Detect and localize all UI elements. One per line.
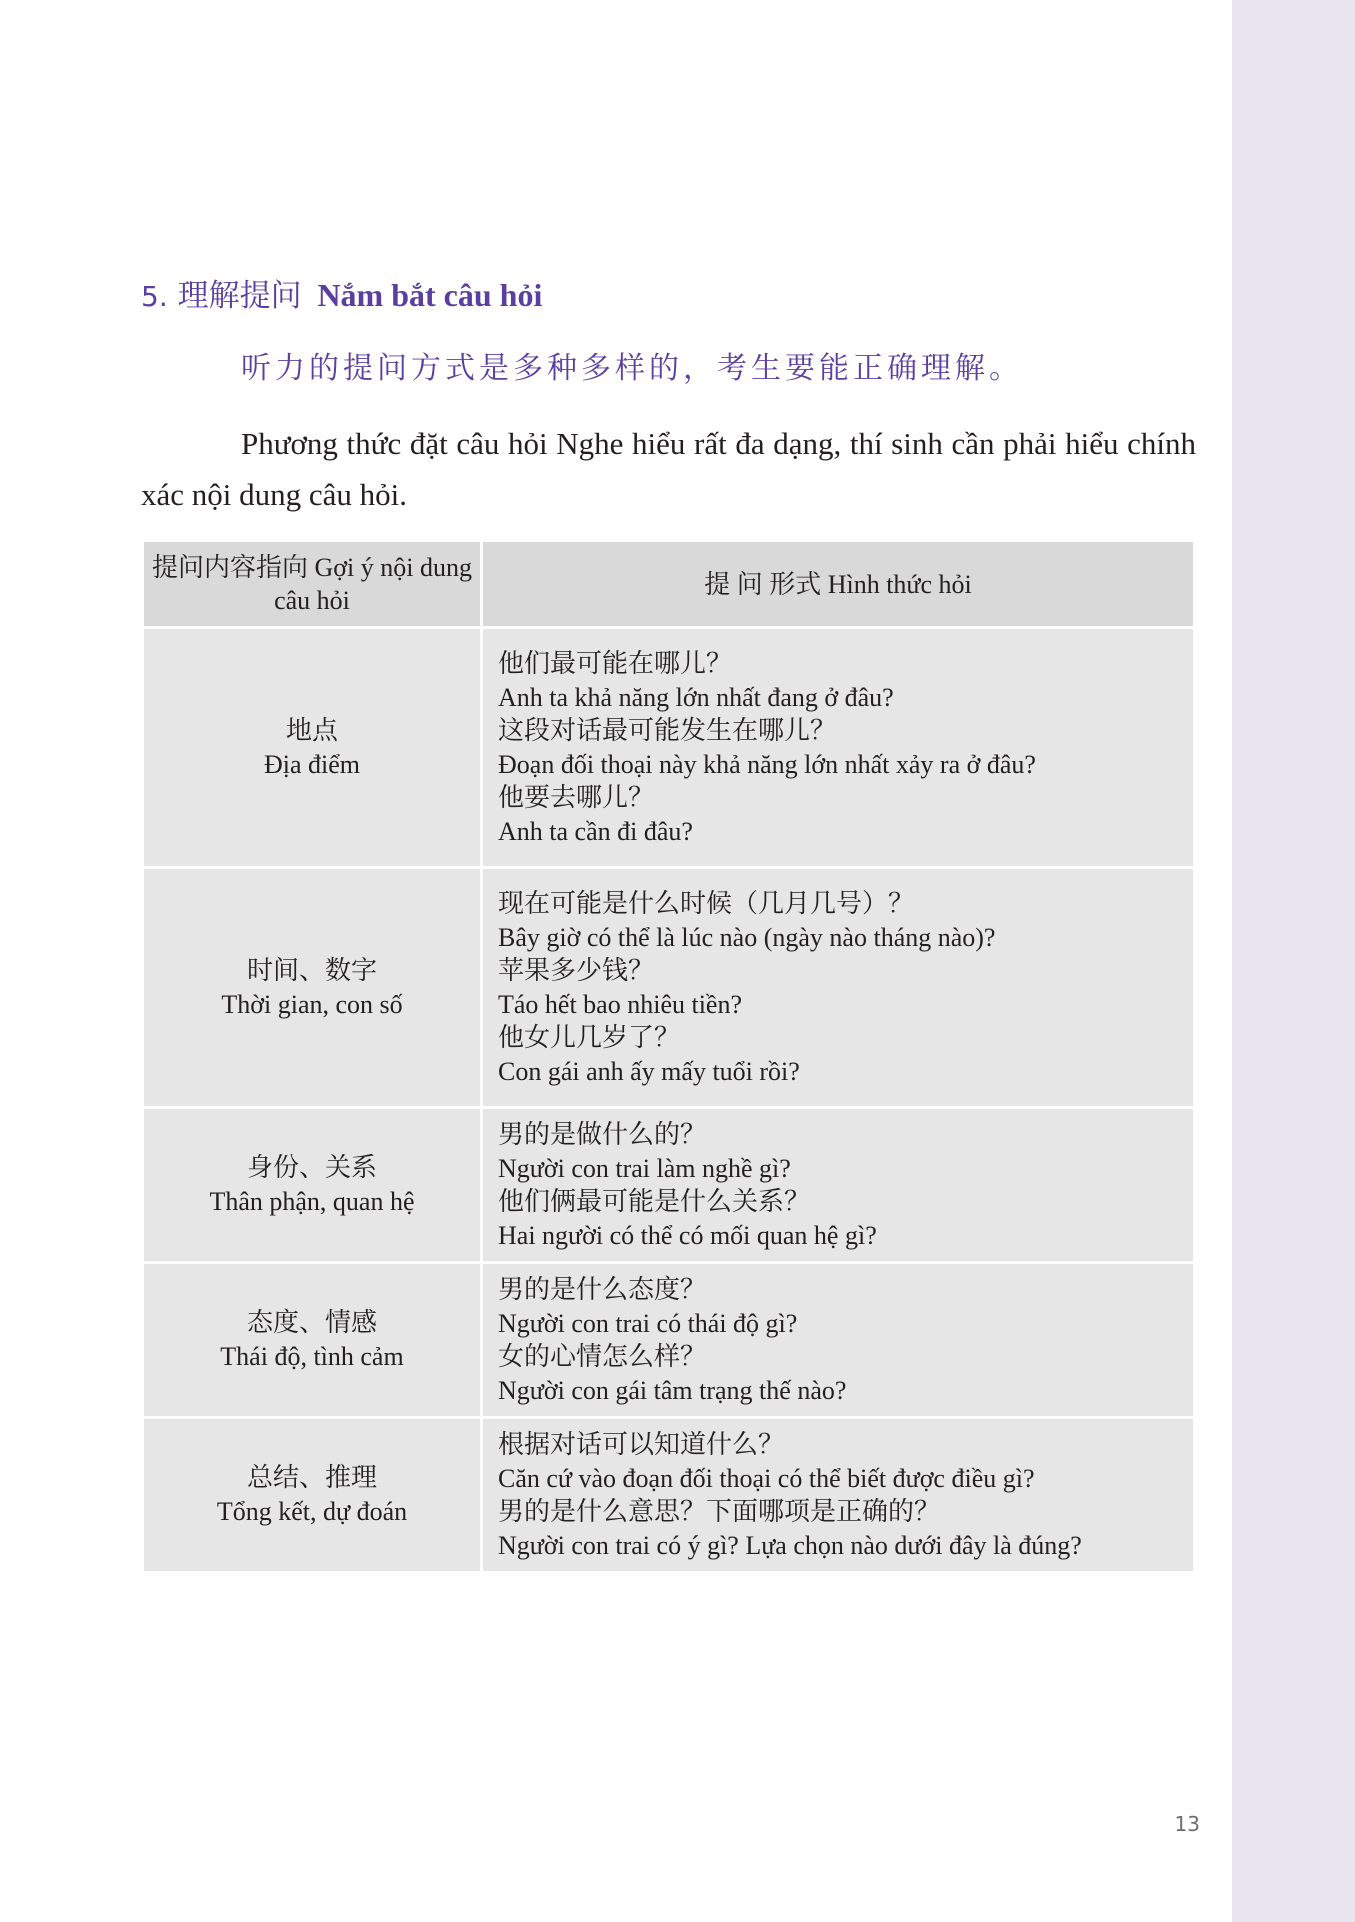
question-line: Bây giờ có thể là lúc nào (ngày nào tháng nào)? xyxy=(498,922,996,952)
category-zh: 身份、关系 xyxy=(246,1153,377,1182)
question-types-table xyxy=(141,539,1196,1574)
category-vi: Thái độ, tình cảm xyxy=(220,1342,404,1371)
question-line: 根据对话可以知道什么？ xyxy=(498,1430,785,1459)
header-col2-zh: 提 问 形式 xyxy=(704,569,822,599)
side-margin-band xyxy=(1232,0,1355,1922)
question-line: 他要去哪儿？ xyxy=(498,783,655,812)
header-col1-vi: Gợi ý nội dung câu hỏi xyxy=(274,553,472,615)
question-line: Người con trai có thái độ gì? xyxy=(498,1308,798,1338)
table-row xyxy=(143,1263,1195,1418)
header-cell-form xyxy=(482,541,1195,628)
category-zh: 地点 xyxy=(285,715,338,745)
questions-cell xyxy=(482,1263,1195,1418)
question-line: Người con trai có ý gì? Lựa chọn nào dưới đây là đúng? xyxy=(498,1530,1082,1560)
category-vi: Thời gian, con số xyxy=(221,989,403,1019)
question-line: Anh ta khả năng lớn nhất đang ở đâu? xyxy=(498,682,894,712)
question-line: Táo hết bao nhiêu tiền? xyxy=(498,989,743,1019)
category-zh: 态度、情感 xyxy=(246,1308,377,1337)
category-vi: Tổng kết, dự đoán xyxy=(216,1497,408,1526)
question-line: 女的心情怎么样？ xyxy=(498,1342,707,1371)
section-title-vi: Nắm bắt câu hỏi xyxy=(317,277,543,313)
page-number: 13 xyxy=(1174,1812,1200,1836)
questions-cell xyxy=(482,628,1195,868)
question-line: 苹果多少钱？ xyxy=(498,956,655,985)
table-row xyxy=(143,1418,1195,1573)
intro-vi: Phương thức đặt câu hỏi Nghe hiểu rất đa dạng, thí sinh cần phải hiểu chính xác nội dung câu hỏi. xyxy=(141,426,1196,512)
question-line: 这段对话最可能发生在哪儿？ xyxy=(498,716,837,745)
questions-cell xyxy=(482,1418,1195,1573)
question-line: 现在可能是什么时候（几月几号）？ xyxy=(498,889,915,918)
section-heading xyxy=(141,272,1191,320)
question-line: Người con gái tâm trạng thế nào? xyxy=(498,1375,847,1405)
category-zh: 总结、推理 xyxy=(246,1463,377,1492)
table-row xyxy=(143,628,1195,868)
questions-cell xyxy=(482,1108,1195,1263)
table-row xyxy=(143,1108,1195,1263)
question-line: Người con trai làm nghề gì? xyxy=(498,1153,791,1183)
category-cell xyxy=(143,1263,482,1418)
category-zh: 时间、数字 xyxy=(246,955,377,985)
category-vi: Địa điểm xyxy=(263,749,361,779)
question-line: Con gái anh ấy mấy tuổi rồi? xyxy=(498,1056,800,1086)
section-number: 5. xyxy=(141,280,168,313)
header-col1-zh: 提问内容指向 xyxy=(152,553,309,582)
questions-cell xyxy=(482,868,1195,1108)
section-title-zh: 理解提问 xyxy=(177,278,302,314)
question-line: Anh ta cần đi đâu? xyxy=(498,816,693,846)
question-line: 他们最可能在哪儿？ xyxy=(498,649,733,678)
question-line: Đoạn đối thoại này khả năng lớn nhất xảy ra ở đâu? xyxy=(498,749,1036,779)
header-col2-vi: Hình thức hỏi xyxy=(827,569,972,599)
question-line: 他女儿几岁了？ xyxy=(498,1023,681,1052)
header-cell-content xyxy=(143,541,482,628)
category-cell xyxy=(143,1418,482,1573)
question-line: Hai người có thể có mối quan hệ gì? xyxy=(498,1220,877,1250)
question-line: 男的是什么意思？下面哪项是正确的？ xyxy=(498,1497,941,1526)
question-line: 男的是什么态度？ xyxy=(498,1275,707,1304)
category-cell xyxy=(143,868,482,1108)
question-line: 男的是做什么的？ xyxy=(498,1120,707,1149)
category-vi: Thân phận, quan hệ xyxy=(209,1187,415,1216)
table-row xyxy=(143,868,1195,1108)
category-cell xyxy=(143,1108,482,1263)
intro-zh: 听力的提问方式是多种多样的，考生要能正确理解。 xyxy=(241,351,1023,386)
question-line: Căn cứ vào đoạn đối thoại có thể biết được điều gì? xyxy=(498,1463,1035,1493)
question-line: 他们俩最可能是什么关系？ xyxy=(498,1187,811,1216)
table-header-row xyxy=(143,541,1195,628)
category-cell xyxy=(143,628,482,868)
